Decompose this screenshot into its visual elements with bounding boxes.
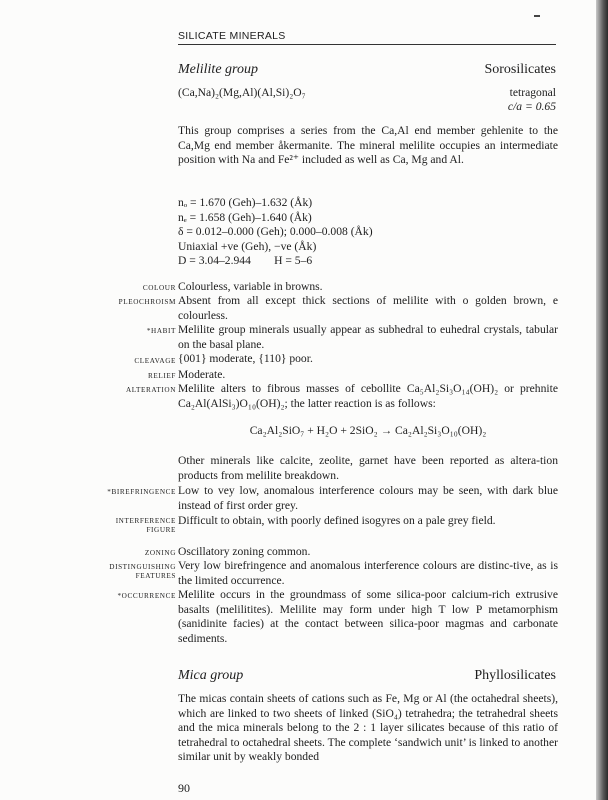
running-head: SILICATE MINERALS [178, 30, 286, 42]
optical-constants [178, 196, 373, 269]
page-number: 90 [178, 781, 190, 795]
text-relief: Moderate. [178, 368, 226, 381]
label-birefringence: *BIREFRINGENCE [107, 488, 176, 496]
crystal-system: tetragonal [509, 86, 556, 99]
text-distinguishing: Very low birefringence and anomalous interference colours are distinc-tive, as is the limited occurrence. [178, 559, 558, 587]
label-interference [116, 517, 176, 535]
label-interference-1: INTERFERENCE [115, 517, 176, 525]
label-habit: *HABIT [146, 327, 176, 335]
label-pleochroism: PLEOCHROISM [118, 298, 176, 306]
label-relief: RELIEF [148, 372, 176, 380]
text-habit: Melilite group minerals usually appear as subhedral to euhedral crystals, tabular on the basal plane. [178, 323, 558, 351]
text-alteration: Melilite alters to fibrous masses of cebollite Ca₅Al₂Si₃O₁₄(OH)₂ or prehnite Ca₂Al(AlSi₃)O₁₀(OH)₂; the latter reaction is as follows: [178, 382, 558, 410]
text-colour: Colourless, variable in browns. [178, 280, 323, 293]
optics-density-hardness: D = 3.04–2.944 H = 5–6 [178, 254, 313, 267]
melilite-class: Sorosilicates [484, 62, 556, 77]
melilite-title: Melilite group [178, 62, 258, 77]
text-alteration-more: Other minerals like calcite, zeolite, garnet have been reported as altera-tion products from melilite breakdown. [178, 454, 558, 482]
text-occurrence: Melilite occurs in the groundmass of some silica-poor calcium-rich extrusive basalts (melilitites). Melilite may form under high T low P metamorphism (sanidinite facies) at the contact between silica-poor magmas and carbonate sediments. [178, 588, 558, 645]
optics-delta: δ = 0.012–0.000 (Geh); 0.000–0.008 (Åk) [178, 225, 373, 238]
label-occurrence: *OCCURRENCE [117, 592, 176, 600]
text-interference: Difficult to obtain, with poorly defined isogyres on a pale grey field. [178, 514, 496, 527]
mica-class: Phyllosilicates [474, 668, 556, 683]
text-birefringence: Low to vey low, anomalous interference colours may be seen, with dark blue instead of first order grey. [178, 484, 558, 512]
mica-title: Mica group [178, 668, 244, 683]
text-pleochroism: Absent from all except thick sections of melilite with o golden brown, e colourless. [178, 294, 558, 322]
label-colour: COLOUR [142, 284, 176, 292]
label-alteration: ALTERATION [125, 386, 176, 394]
melilite-formula: (Ca,Na)₂(Mg,Al)(Al,Si)₂O₇ [178, 86, 306, 99]
label-distinguishing-1: DISTINGUISHING [109, 563, 176, 571]
header-rule [178, 44, 556, 45]
axial-ratio: c/a = 0.65 [507, 100, 556, 113]
page-mark [534, 15, 540, 17]
label-distinguishing [109, 563, 176, 581]
label-distinguishing-2: FEATURES [135, 572, 176, 580]
optics-no: nₒ = 1.670 (Geh)–1.632 (Åk) [178, 196, 313, 209]
label-zoning: ZONING [144, 549, 176, 557]
text-zoning: Oscillatory zoning common. [178, 545, 311, 558]
optics-ne: nₑ = 1.658 (Geh)–1.640 (Åk) [178, 210, 312, 224]
label-cleavage: CLEAVAGE [134, 357, 176, 365]
alteration-equation: Ca₂Al₂SiO₇ + H₂O + 2SiO₂ → Ca₂Al₂Si₃O₁₀(OH)₂ [249, 424, 487, 437]
optics-sign: Uniaxial +ve (Geh), −ve (Åk) [178, 239, 317, 253]
melilite-intro: This group comprises a series from the Ca,Al end member gehlenite to the Ca,Mg end member åkermanite. The mineral melilite occupies an intermediate position with Na and Fe²⁺ included as well as Ca, Mg and Al. [178, 124, 558, 166]
label-interference-2: FIGURE [146, 526, 176, 534]
text-cleavage: {001} moderate, {110} poor. [178, 352, 313, 365]
mica-text: The micas contain sheets of cations such as Fe, Mg or Al (the octahedral sheets), which are linked to two sheets of linked (SiO₄) tetrahedra; the tetrahedral sheets and the mica minerals belong to the 2 : 1 layer silicates because of this ratio of tetrahedral to octahedral sheets. The complete ‘sandwich unit’ is linked to another similar unit by weakly bonded [178, 692, 558, 763]
page-edge-shadow [596, 0, 608, 800]
